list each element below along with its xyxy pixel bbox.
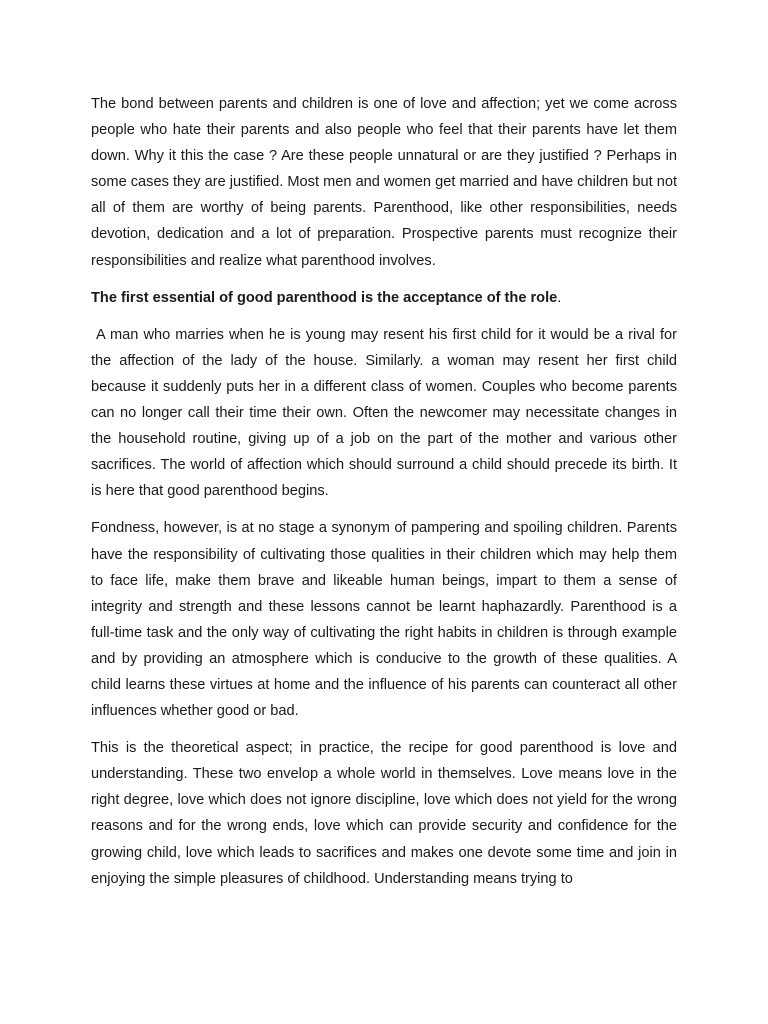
document-body bbox=[91, 91, 682, 903]
section-heading bbox=[91, 285, 677, 311]
section-heading-text: The first essential of good parenthood is the acceptance of the role bbox=[91, 289, 558, 306]
paragraph-fondness: Fondness, however, is at no stage a synonym of pampering and spoiling children. Parents have the responsibility of cultivating those qualities in their children which may help them to face life, make them brave and likeable human beings, impart to them a sense of integrity and strength and these lessons cannot be learnt haphazardly. Parenthood is a full-time task and the only way of cultivating the right habits in children is through example and by providing an atmosphere which is conducive to the growth of these qualities. A child learns these virtues at home and the influence of his parents can counteract all other influences whether good or bad. bbox=[91, 520, 677, 720]
paragraph-theory: This is the theoretical aspect; in practice, the recipe for good parenthood is love and understanding. These two envelop a whole world in themselves. Love means love in the right degree, love which does not ignore discipline, love which does not yield for the wrong reasons and for the wrong ends, love which can provide security and confidence for the growing child, love which leads to sacrifices and makes one devote some time and join in enjoying the simple pleasures of childhood. Understanding means trying to bbox=[91, 740, 677, 887]
paragraph-acceptance: A man who marries when he is young may resent his first child for it would be a rival for the affection of the lady of the house. Similarly. a woman may resent her first child because it suddenly puts her in a different class of women. Couples who become parents can no longer call their time their own. Often the newcomer may necessitate changes in the household routine, giving up of a job on the part of the mother and various other sacrifices. The world of affection which should surround a child should precede its birth. It is here that good parenthood begins. bbox=[91, 326, 682, 500]
paragraph-intro: The bond between parents and children is one of love and affection; yet we come across people who hate their parents and also people who feel that their parents have let them down. Why it this the case ? Are these people unnatural or are they justified ? Perhaps in some cases they are justified. Most men and women get married and have children but not all of them are worthy of being parents. Parenthood, like other responsibilities, needs devotion, dedication and a lot of preparation. Prospective parents must recognize their responsibilities and realize what parenthood involves. bbox=[91, 96, 677, 269]
section-heading-punctuation: . bbox=[557, 289, 562, 306]
